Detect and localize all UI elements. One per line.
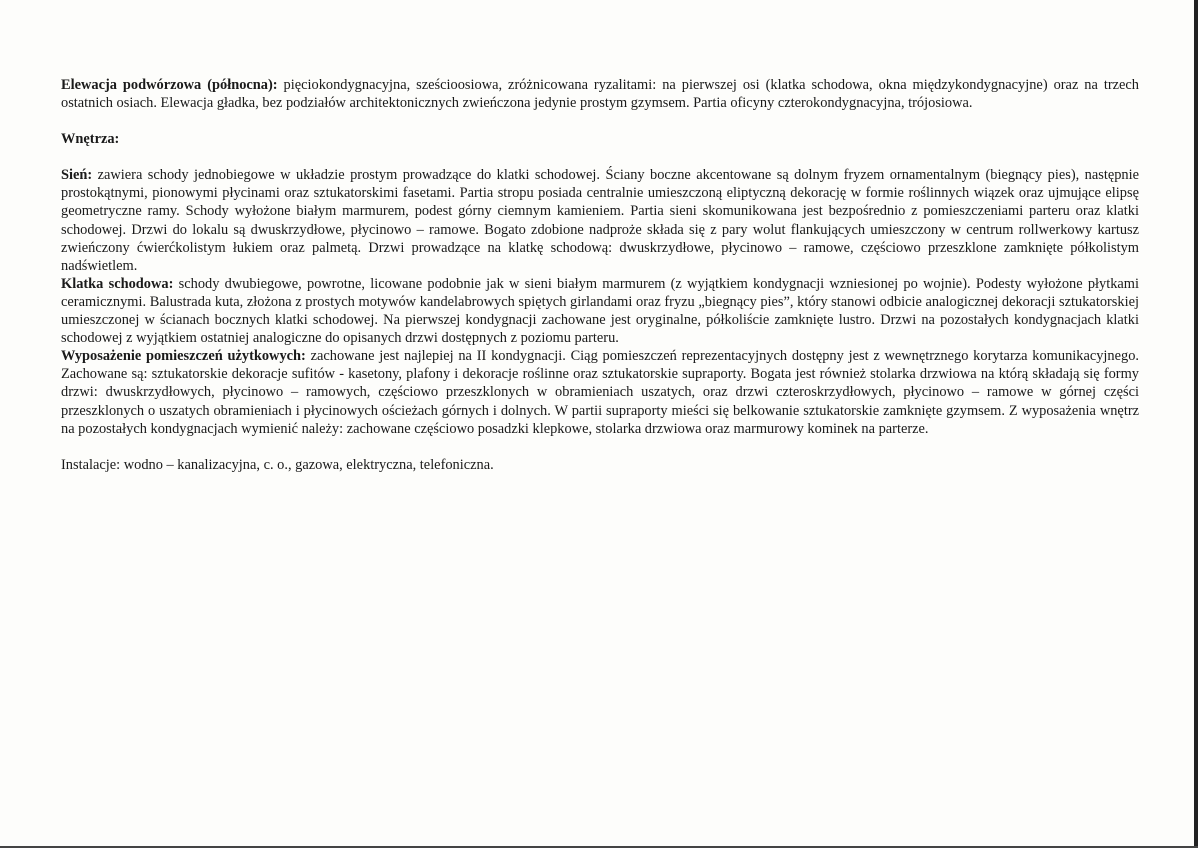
spacer [61, 148, 1139, 166]
equipment-label: Wyposażenie pomieszczeń użytkowych: [61, 348, 306, 365]
scan-edge-right [1194, 0, 1198, 848]
interiors-heading: Wnętrza: [61, 131, 120, 148]
hall-text: zawiera schody jednobiegowe w układzie prostym prowadzące do klatki schodowej. Ściany boczne akcentowane są dolnym fryzem ornamentalnym (biegnący pies), następnie prostokątnymi, pionowymi płycinami oraz sztukatorskimi fasetami. Partia stropu posiada centralnie umieszczoną eliptyczną dekorację w formie roślinnych wiązek oraz ujmujące elipsę geometryczne ramy. Schody wyłożone białym marmurem, podest górny ciemnym kamieniem. Partia sieni skomunikowana jest bezpośrednio z pomieszczeniami parteru oraz klatki schodowej. Drzwi do lokalu są dwuskrzydłowe, płycinowo – ramowe. Bogato zdobione nadproże składa się z pary wolut flankujących umieszczony w centrum rollwerkowy kartusz zwieńczony ćwierćkolistym łukiem oraz palmetą. Drzwi prowadzące na klatkę schodową: dwuskrzydłowe, płycinowo – ramowe, częściowo przeszklone zamknięte półkolistym nadświetlem. [61, 167, 1139, 274]
hall-paragraph [61, 166, 1139, 275]
document-page [61, 76, 1139, 474]
elevation-label: Elewacja podwórzowa (północna): [61, 77, 278, 93]
staircase-text: schody dwubiegowe, powrotne, licowane podobnie jak w sieni białym marmurem (z wyjątkiem kondygnacji wzniesionej po wojnie). Podesty wyłożone płytkami ceramicznymi. Balustrada kuta, złożona z prostych motywów kandelabrowych spiętych girlandami oraz fryzu „biegnący pies”, który stanowi odbicie analogicznej dekoracji sztukatorskiej umieszczonej w ścianach bocznych klatki schodowej. Na pierwszej kondygnacji zachowane jest oryginalne, półkoliście zamknięte lustro. Drzwi na pozostałych kondygnacjach klatki schodowej z wyjątkiem ostatniej analogiczne do opisanych drzwi dostępnych z poziomu parteru. [61, 275, 1139, 347]
staircase-label: Klatka schodowa: [61, 275, 174, 292]
spacer [61, 112, 1139, 130]
elevation-text: pięciokondygnacyjna, sześcioosiowa, zróżnicowana ryzalitami: na pierwszej osi (klatka schodowa, okna międzykondygnacyjne) oraz na trzech ostatnich osiach. Elewacja gładka, bez podziałów architektonicznych zwieńczona jedynie prostym gzymsem. Partia oficyny czterokondygnacyjna, trójosiowa. [61, 77, 1139, 112]
staircase-paragraph [61, 275, 1139, 347]
spacer [61, 438, 1139, 456]
equipment-text: zachowane jest najlepiej na II kondygnacji. Ciąg pomieszczeń reprezentacyjnych dostępny jest z wewnętrznego korytarza komunikacyjnego. Zachowane są: sztukatorskie dekoracje sufitów - kasetony, plafony i dekoracje roślinne oraz sztukatorskie supraporty. Bogata jest również stolarka drzwiowa na którą składają się formy drzwi: dwuskrzydłowych, płycinowo – ramowych, częściowo przeszklonych w obramieniach uszatych, oraz drzwi czteroskrzydłowych, płycinowo – ramowe w górnej części przeszklonych o uszatych obramieniach i płycinowych ościeżach górnych i dolnych. W partii supraporty mieści się belkowanie sztukatorskie zamknięte gzymsem. Z wyposażenia wnętrz na pozostałych kondygnacjach wymienić należy: zachowane częściowo posadzki klepkowe, stolarka drzwiowa oraz marmurowy kominek na parterze. [61, 348, 1139, 437]
hall-label: Sień: [61, 167, 93, 184]
installations-paragraph: Instalacje: wodno – kanalizacyjna, c. o., gazowa, elektryczna, telefoniczna. [61, 456, 494, 473]
elevation-paragraph [61, 76, 1139, 112]
equipment-paragraph [61, 347, 1139, 437]
